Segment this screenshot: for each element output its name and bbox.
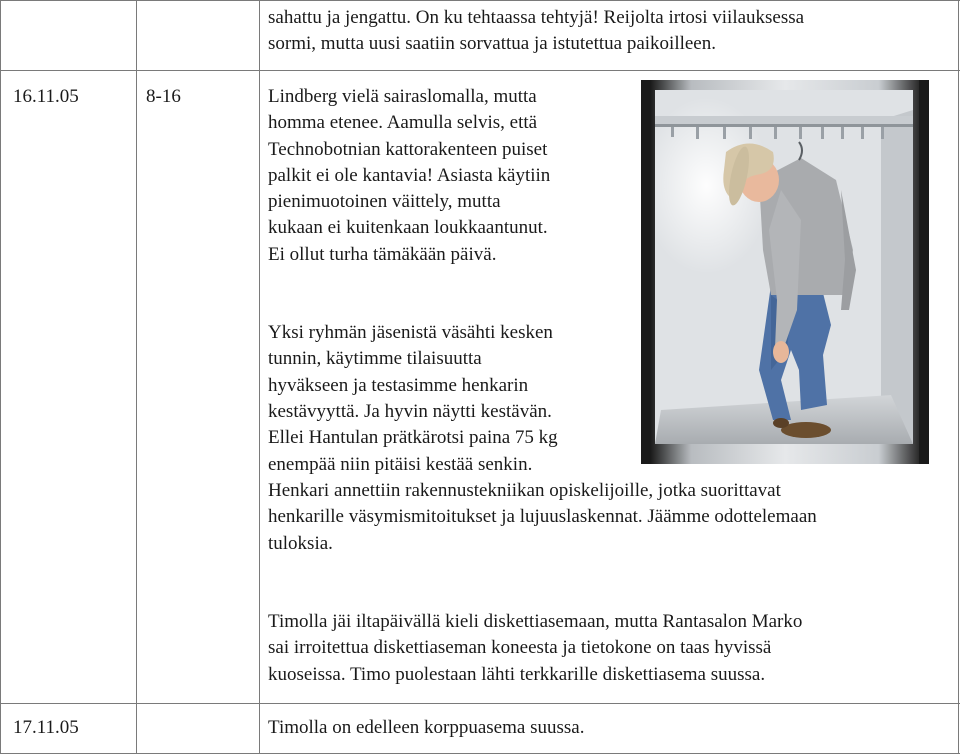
entry-text-line: hyväkseen ja testasimme henkarin bbox=[268, 375, 529, 396]
table-left-border bbox=[0, 0, 1, 754]
entry-text-line: kestävyyttä. Ja hyvin näytti kestävän. bbox=[268, 401, 552, 422]
entry-text-line: enempää niin pitäisi kestää senkin. bbox=[268, 454, 533, 475]
entry-text-line: Yksi ryhmän jäsenistä väsähti kesken bbox=[268, 322, 553, 343]
entry-text-line: Technobotnian kattorakenteen puiset bbox=[268, 139, 548, 160]
entry-text-line: kuoseissa. Timo puolestaan lähti terkkarille diskettiasema suussa. bbox=[268, 664, 766, 685]
entry-text-line: Henkari annettiin rakennustekniikan opiskelijoille, jotka suorittavat bbox=[268, 480, 781, 501]
entry-date: 16.11.05 bbox=[13, 86, 79, 107]
entry-text-line: Ellei Hantulan prätkärotsi paina 75 kg bbox=[268, 427, 558, 448]
entry-text-line: Timolla on edelleen korppuasema suussa. bbox=[268, 717, 585, 738]
entry-text-line: pienimuotoinen väittely, mutta bbox=[268, 191, 501, 212]
column-divider bbox=[136, 0, 137, 754]
row-divider bbox=[0, 703, 960, 704]
row-divider bbox=[0, 70, 960, 71]
entry-text-line: sai irroitettua diskettiaseman koneesta ja tietokone on taas hyvissä bbox=[268, 637, 772, 658]
entry-text-line: palkit ei ole kantavia! Asiasta käytiin bbox=[268, 165, 551, 186]
entry-text-line: tunnin, käytimme tilaisuutta bbox=[268, 348, 482, 369]
table-bottom-rule bbox=[0, 753, 960, 754]
entry-text-line: henkarille väsymismitoitukset ja lujuuslaskennat. Jäämme odottelemaan bbox=[268, 506, 817, 527]
entry-text-line: tuloksia. bbox=[268, 533, 333, 554]
locker-hanger-test-photo bbox=[641, 80, 929, 464]
entry-text-line: homma etenee. Aamulla selvis, että bbox=[268, 112, 538, 133]
entry-text-line: Ei ollut turha tämäkään päivä. bbox=[268, 244, 497, 265]
table-right-border bbox=[958, 0, 959, 754]
entry-text-line: Lindberg vielä sairaslomalla, mutta bbox=[268, 86, 537, 107]
column-divider bbox=[259, 0, 260, 754]
entry-text-line: Timolla jäi iltapäivällä kieli diskettiasemaan, mutta Rantasalon Marko bbox=[268, 611, 803, 632]
entry-text-line: sormi, mutta uusi saatiin sorvattua ja istutettua paikoilleen. bbox=[268, 33, 716, 54]
entry-time: 8-16 bbox=[146, 86, 181, 107]
entry-date: 17.11.05 bbox=[13, 717, 79, 738]
entry-text-line: sahattu ja jengattu. On ku tehtaassa tehtyjä! Reijolta irtosi viilauksessa bbox=[268, 7, 805, 28]
table-top-rule bbox=[0, 0, 960, 1]
entry-text-line: kukaan ei kuitenkaan loukkaantunut. bbox=[268, 217, 548, 238]
